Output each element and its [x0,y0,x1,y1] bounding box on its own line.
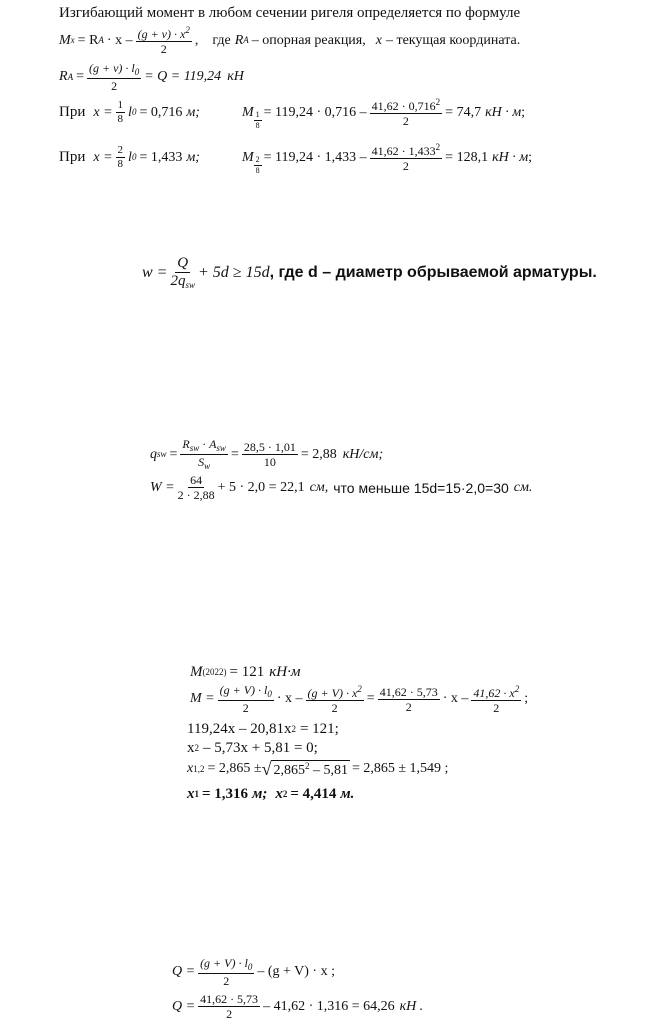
qc-lhs: Q = [172,998,196,1014]
m2022-unit: кН·м [269,664,301,680]
m18-den: 2 [402,114,409,128]
m28-fraction [370,143,443,172]
mx-ra-sub: A [243,35,249,45]
wc-rest: + 5 · 2,0 = 22,1 [217,479,305,495]
qc-den: 2 [226,1007,233,1021]
qsw-fraction2 [242,441,298,468]
m28-frac [116,145,126,170]
mx-num: (g + v) · x [137,27,186,41]
m18-res: = 74,7 [445,104,482,120]
line-c-rad-a: 2,865 [273,763,305,778]
mx-eq2: · x – [106,32,133,48]
qsw-den2: 10 [263,455,276,469]
m2022-sub: (2022) [202,667,227,677]
qsw-num2: 28,5 · 1,01 [243,440,296,454]
line-c-sub: 1,2 [193,763,205,774]
mx-lhs: M [59,32,71,48]
meq-den3: 2 [405,699,412,714]
w-calc [150,474,532,501]
line-d-x1-sub: 1 [194,789,199,799]
meq-eq: = [366,691,375,706]
m2022-line [190,665,300,680]
line-b [187,741,318,756]
m28-x: x = [93,149,113,165]
m18-val: = 0,716 [139,104,183,120]
m28-semi: ; [528,149,533,165]
w-fraction [170,256,195,290]
line-c-rad-b: – 5,81 [312,763,348,778]
m28-den: 2 [402,159,409,173]
meq-lhs: M = [190,691,215,706]
w-den: 2q [170,273,186,289]
mx-ra: R [234,32,244,48]
ra-num-sub: 0 [134,67,140,77]
m18-x: x = [93,104,113,120]
line-c-eq: = 2,865 ± [207,761,262,776]
mx-comma: , [194,32,199,48]
line-b-x: x [187,740,195,756]
m18-m-den: 8 [255,121,260,130]
m28-l: l [128,149,132,165]
ra-eq: = [76,69,84,84]
m28-pri: При [59,149,86,165]
qsw-den: S [198,455,205,469]
m2022-val: = 121 [229,664,265,680]
m18-m-sub [254,111,262,130]
ra-den: 2 [111,79,118,93]
qc-unit: кН [399,998,417,1014]
m-equation [190,684,528,714]
m28-m-num: 2 [255,155,260,164]
line-d-v2: = 4,414 [290,786,337,802]
mx-ra-text: – опорная реакция, [251,32,366,48]
line-d [187,787,354,802]
line-c-res: = 2,865 ± 1,549 ; [351,761,449,776]
qeq-rest: – (g + V) · x ; [257,964,335,979]
w-rest: + 5d ≥ 15d [197,264,270,281]
m28-m: M [241,149,254,165]
meq-num3: 41,62 · 5,73 [379,684,438,699]
mx-x: x [375,32,382,48]
mx-fraction [136,26,192,55]
m28-fden: 8 [117,158,124,170]
m18-m-num: 1 [255,110,260,119]
qc-fraction [198,993,260,1020]
meq-num4: 41,62 · x [473,685,515,700]
line-d-x1: x [187,786,195,802]
qc-dot: . [419,998,423,1014]
m28-line [59,142,533,175]
meq-num2: (g + V) · x [307,685,358,700]
m18-semi: ; [521,104,526,120]
mx-x-desc: – текущая координата. [385,32,521,48]
m18-l: l [128,104,132,120]
ra-formula [59,62,244,92]
w-formula [142,256,597,290]
line-d-u2: м. [340,786,355,802]
qeq-fraction [198,957,254,987]
m18-expr: = 119,24 · 0,716 – [263,104,367,120]
qsw-res: = 2,88 [300,446,337,462]
qc-rest: – 41,62 · 1,316 = 64,26 [263,998,395,1014]
meq-num1-sub: 0 [267,689,272,699]
qsw-num-a-sub: sw [189,443,200,453]
meq-num4-sup: 2 [514,683,520,694]
w-lhs: w = [142,264,168,281]
wc-text: что меньше 15d=15·2,0=30 [333,479,509,496]
line-a-rest: = 121; [299,721,339,737]
meq-num2-sup: 2 [357,683,362,694]
m28-val: = 1,433 [139,149,183,165]
mx-num-sup: 2 [185,25,190,35]
w-num: Q [177,255,189,271]
m18-fnum: 1 [117,99,124,111]
mx-eq1-sub: A [98,35,104,45]
intro-text: Изгибающий момент в любом сечении ригеля определяется по формуле [59,5,521,21]
ra-num: (g + v) · l [88,61,135,75]
meq-den1: 2 [242,701,249,715]
meq-frac1 [218,684,274,714]
m18-line [59,97,526,130]
m28-res: = 128,1 [445,149,489,165]
ra-lhs: R [59,69,68,84]
line-a-sup: 2 [291,724,296,734]
m18-fraction [370,98,443,127]
w-text: , где d – диаметр обрываемой арматуры. [269,264,597,281]
wc-den: 2 · 2,88 [177,488,215,502]
line-c [187,760,448,778]
wc-fraction [178,474,215,501]
line-d-u1: м; [252,786,268,802]
m18-num-sup: 2 [435,97,441,107]
m28-unit: м; [186,149,200,165]
line-d-v1: = 1,316 [202,786,249,802]
qsw-num-a: R [182,437,190,451]
qc-num: 41,62 · 5,73 [200,992,259,1006]
m18-num: 41,62 · 0,716 [371,99,436,113]
meq-semi: ; [524,691,529,706]
wc-lhs: W = [150,479,175,495]
m18-pri: При [59,104,86,120]
m28-num: 41,62 · 1,433 [371,144,436,158]
mx-where: где [212,32,231,48]
q-equation [172,957,335,987]
m28-l-sub: 0 [131,152,137,162]
qsw-num-dot: · [202,437,207,451]
qeq-num-sub: 0 [247,962,253,972]
m18-l-sub: 0 [131,107,137,117]
m28-m-sub [254,156,262,175]
line-a [187,722,339,737]
wc-unit: см, [309,479,329,495]
mx-lhs-sub: x [70,35,75,45]
m28-res-unit: кН · м [492,149,529,165]
m2022-m: M [190,664,203,680]
meq-frac2 [306,685,364,714]
wc-num: 64 [190,473,203,487]
mx-den: 2 [160,42,167,56]
line-a-text: 119,24x – 20,81x [187,721,292,737]
m18-fden: 8 [117,113,124,125]
ra-unit: кН [227,69,244,84]
m28-expr: = 119,24 · 1,433 – [263,149,367,165]
mx-formula [59,26,520,55]
meq-mid2: · x – [442,691,469,706]
q-calc [172,993,423,1020]
mx-eq1: = R [77,32,99,48]
qsw-formula [150,438,383,471]
line-d-x2-sub: 2 [282,789,288,799]
m18-unit: м; [186,104,200,120]
qeq-num: (g + V) · l [200,956,248,970]
qsw-num-b-sub: sw [216,443,226,453]
m28-num-sup: 2 [435,142,441,152]
line-b-rest: – 5,73x + 5,81 = 0; [203,740,318,756]
qsw-den-sub: w [204,461,211,471]
qsw-unit: кН/см; [342,446,384,462]
meq-den4: 2 [493,700,500,715]
qsw-eq: = [169,446,178,462]
w-den-sub: sw [185,280,195,290]
meq-mid1: · x – [276,691,303,706]
wc-unit2: см. [513,479,533,495]
m28-fnum: 2 [117,144,124,156]
qsw-eq2: = [230,446,239,462]
ra-lhs-sub: A [67,71,74,82]
line-b-sup: 2 [194,743,199,753]
meq-frac4 [471,685,521,714]
qsw-fraction [180,438,228,471]
qsw-num-b: A [209,437,217,451]
m18-frac [116,100,126,125]
m18-res-unit: кН · м [485,104,522,120]
m28-m-den: 8 [255,166,260,175]
line-c-sqrt: √ 2,865$^2$ – 5,81 [261,759,348,779]
qeq-den: 2 [223,974,230,988]
m18-m: M [241,104,254,120]
meq-frac3 [378,686,440,713]
ra-fraction [87,62,141,92]
qeq-lhs: Q = [172,964,196,979]
qsw-lhs: q [150,446,157,462]
meq-num1: (g + V) · l [219,683,268,697]
meq-den2: 2 [331,700,338,715]
ra-rest: = Q = 119,24 [144,69,222,84]
line-c-x: x [187,761,194,776]
line-c-rad-sup: 2 [304,761,310,771]
qsw-lhs-sub: sw [157,449,167,459]
line-d-x2: x [275,786,283,802]
